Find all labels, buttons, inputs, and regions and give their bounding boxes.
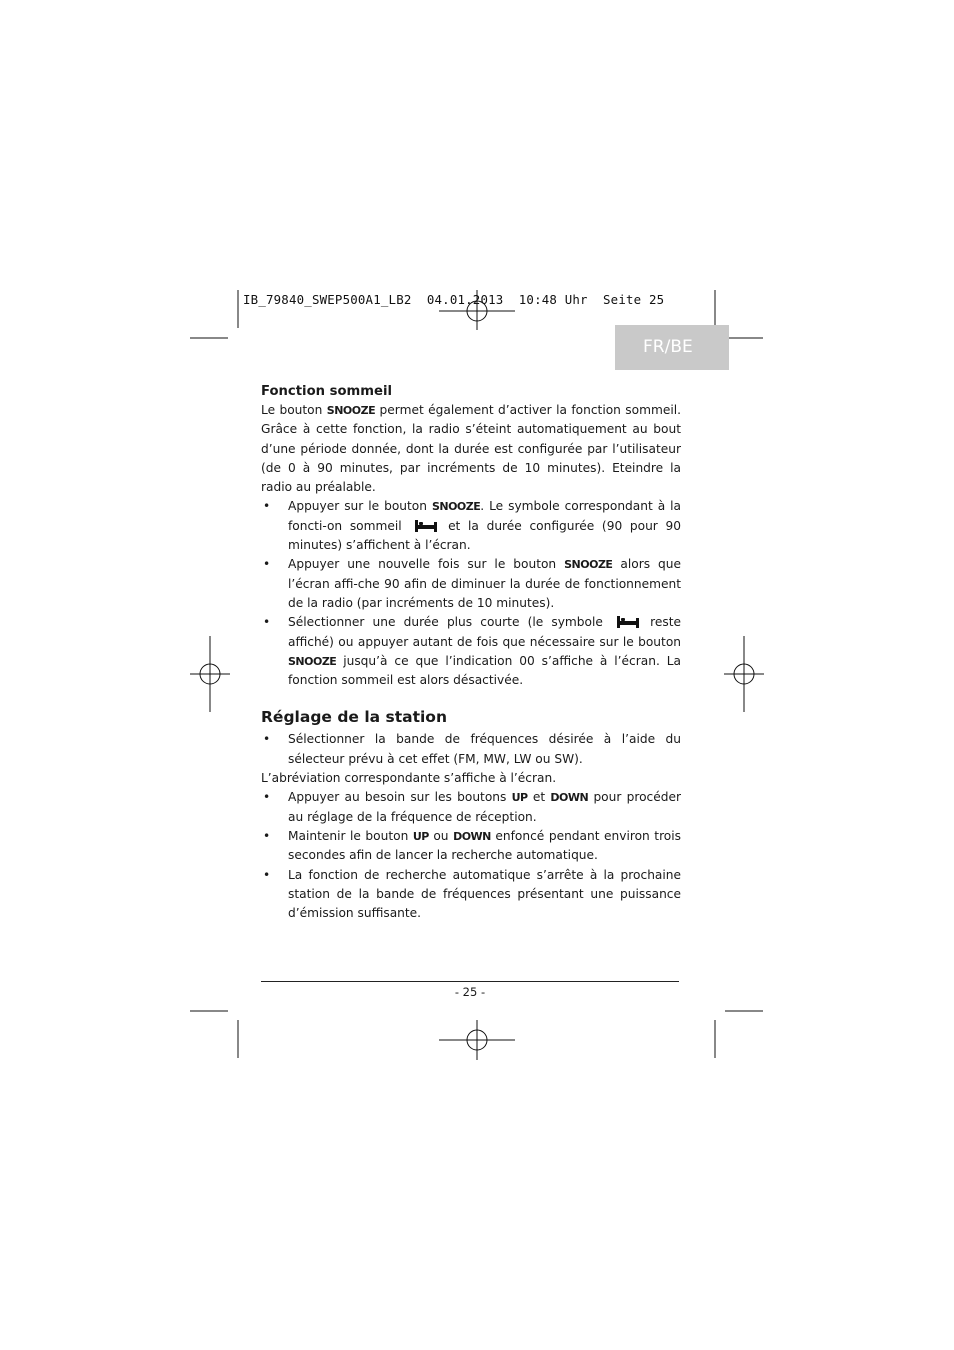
text-run: permet également d’activer la fonction sommeil. Grâce à cette fonction, la radio s’éteint automatiquement au bout d’une période donnée, dont la durée est configurée par l’utilisateur (de 0 à 90 minutes, par incréments de 10 minutes). Eteindre la radio au préalable. bbox=[261, 403, 681, 495]
snooze-keyword: SNOOZE bbox=[564, 558, 613, 572]
text-run: pour procéder au réglage de la fréquence de réception. bbox=[288, 790, 681, 824]
snooze-keyword: SNOOZE bbox=[326, 404, 376, 417]
bullet: • bbox=[263, 732, 271, 747]
text-run: La fonction de recherche automatique s’arrête à la prochaine station de la bande de fréquences présentant une puissance d’émission suffisante. bbox=[288, 867, 681, 921]
text-run: jusqu’à ce que l’indication bbox=[336, 653, 520, 668]
list-item bbox=[261, 497, 681, 555]
band-note: L’abréviation correspondante s’affiche à l’écran. bbox=[261, 771, 557, 786]
bullet: • bbox=[263, 828, 271, 843]
snooze-keyword: SNOOZE bbox=[288, 654, 337, 668]
text-run: . Le symbole correspondant à la foncti-on sommeil bbox=[288, 499, 681, 533]
list-item bbox=[261, 555, 681, 613]
sleep-steps-list bbox=[261, 497, 681, 690]
text-run: reste affiché) ou appuyer autant de fois que nécessaire sur le bouton bbox=[288, 615, 682, 649]
bullet: • bbox=[263, 790, 271, 805]
text-run: et bbox=[527, 790, 551, 805]
duration-value: 90 bbox=[384, 576, 400, 591]
sleep-function-heading: Fonction sommeil bbox=[261, 384, 392, 399]
down-keyword: DOWN bbox=[453, 829, 491, 843]
bullet: • bbox=[263, 499, 271, 514]
text-run: Maintenir le bouton bbox=[288, 828, 413, 843]
band-sw: SW bbox=[554, 751, 575, 766]
text-run: s’affiche à l’écran. La fonction sommeil est alors désactivée. bbox=[288, 653, 681, 688]
list-item bbox=[261, 788, 681, 827]
duration-value: 90 bbox=[606, 518, 623, 533]
sleep-bed-icon bbox=[617, 616, 639, 628]
down-keyword: DOWN bbox=[550, 791, 589, 805]
text-run: Sélectionner une durée plus courte (le symbole bbox=[288, 615, 603, 630]
print-slug: IB_79840_SWEP500A1_LB2 04.01.2013 10:48 Uhr Seite 25 bbox=[243, 292, 665, 307]
station-steps-list bbox=[261, 730, 681, 769]
list-item bbox=[261, 613, 681, 690]
station-tuning-heading: Réglage de la station bbox=[261, 708, 447, 727]
snooze-keyword: SNOOZE bbox=[431, 500, 481, 514]
text-run: enfoncé pendant environ trois secondes afin de lancer la recherche automatique. bbox=[288, 828, 682, 863]
up-keyword: UP bbox=[511, 791, 528, 805]
text-run: et la durée configurée ( bbox=[448, 518, 607, 533]
text-run: ). bbox=[574, 751, 583, 766]
bullet: • bbox=[263, 867, 271, 882]
text-run: Sélectionner la bande de fréquences désirée à l’aide du sélecteur prévu à cet effet ( bbox=[288, 732, 681, 766]
display-value: 00 bbox=[519, 653, 535, 668]
text-run: afin de diminuer la durée de fonctionnement de la radio (par incréments de 10 minutes). bbox=[288, 576, 681, 610]
page-number: - 25 - bbox=[454, 985, 486, 999]
list-item bbox=[261, 730, 681, 769]
text-run: Appuyer une nouvelle fois sur le bouton bbox=[288, 557, 565, 572]
language-tab: FR/BE bbox=[615, 325, 729, 370]
list-item bbox=[261, 866, 681, 924]
list-item bbox=[261, 827, 681, 866]
text-run: Appuyer sur le bouton bbox=[288, 499, 432, 514]
text-run: pour 90 minutes) s’affichent à l’écran. bbox=[288, 518, 682, 553]
page-content bbox=[261, 382, 681, 923]
text-run: alors que l’écran affi-che bbox=[288, 557, 681, 591]
text-run: ou bbox=[531, 751, 555, 766]
text-run: Le bouton bbox=[261, 403, 327, 417]
bullet: • bbox=[263, 557, 271, 572]
footer-rule bbox=[261, 981, 679, 982]
text-run: Appuyer au besoin sur les boutons bbox=[288, 790, 512, 805]
text-run: ou bbox=[428, 828, 454, 843]
station-steps-list-continued bbox=[261, 788, 681, 923]
sleep-intro-paragraph bbox=[261, 401, 681, 497]
bullet: • bbox=[263, 615, 271, 630]
sleep-bed-icon bbox=[415, 520, 437, 532]
up-keyword: UP bbox=[412, 829, 429, 843]
band-names: FM, MW, LW bbox=[458, 751, 532, 766]
